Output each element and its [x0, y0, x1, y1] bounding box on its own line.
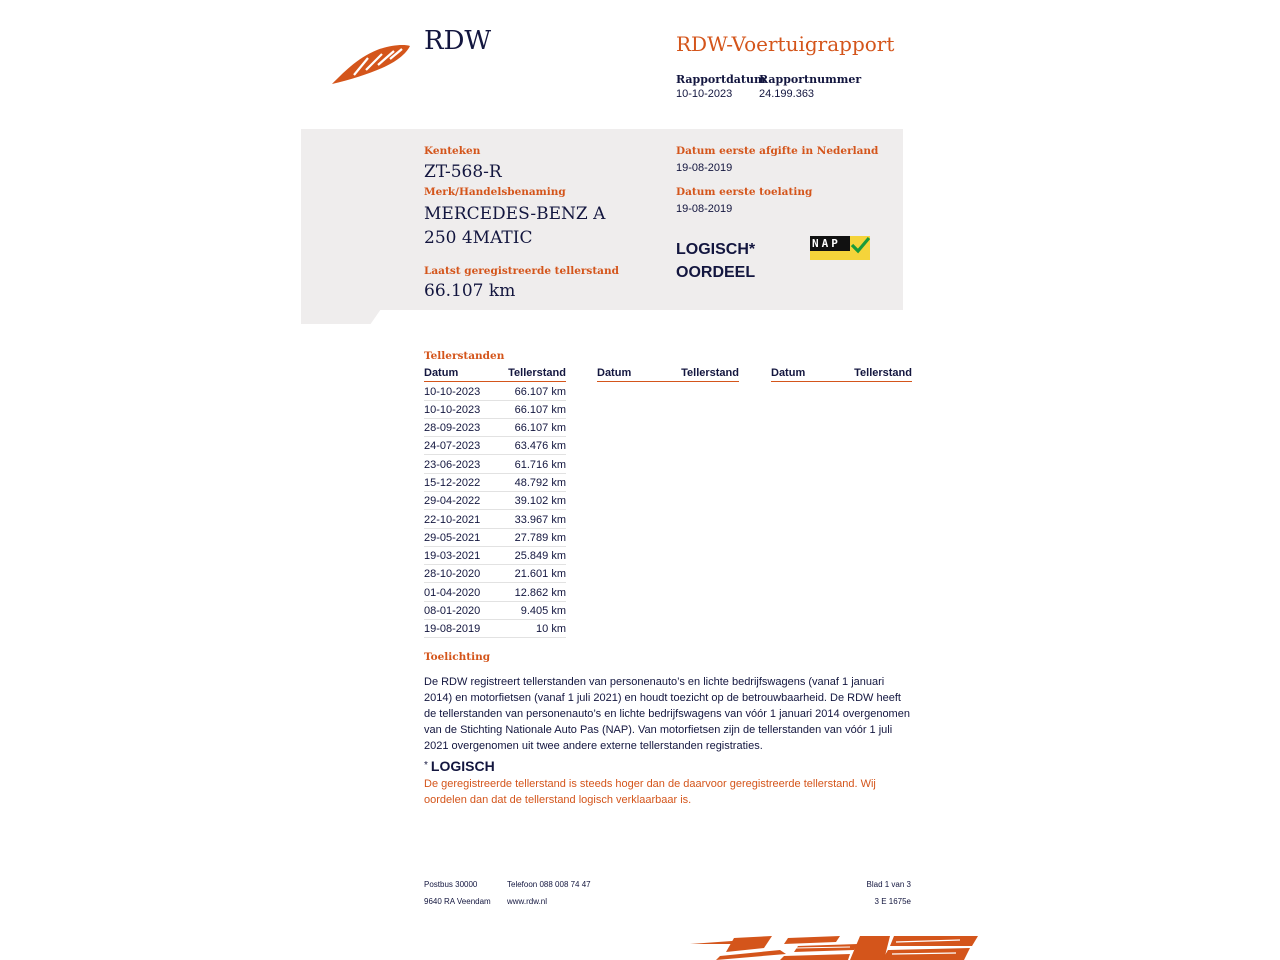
row-reading: 66.107 km: [514, 404, 566, 416]
col-reading-header: Tellerstand: [681, 367, 739, 379]
table-row: [424, 401, 566, 419]
checkmark-icon: [850, 236, 870, 254]
col-date-header: Datum: [771, 367, 806, 379]
report-date-label: Rapportdatum: [676, 73, 766, 86]
footer-phone: Telefoon 088 008 74 47: [507, 880, 591, 889]
row-date: 28-09-2023: [424, 422, 481, 434]
report-number: 24.199.363: [759, 88, 815, 100]
first-registration-nl-label: Datum eerste afgifte in Nederland: [676, 145, 879, 157]
table-row: [424, 456, 566, 474]
first-admission-date: 19-08-2019: [676, 203, 733, 215]
row-reading: 9.405 km: [520, 605, 566, 617]
row-date: 01-04-2020: [424, 587, 481, 599]
table-row: [424, 584, 566, 602]
row-reading: 66.107 km: [514, 422, 566, 434]
logisch-title: LOGISCH: [430, 758, 495, 774]
row-date: 10-10-2023: [424, 386, 481, 398]
verdict-line-2: OORDEEL: [676, 264, 756, 281]
logo-text: RDW: [424, 26, 492, 56]
first-admission-label: Datum eerste toelating: [676, 186, 813, 198]
make-line-1: MERCEDES-BENZ A: [424, 204, 606, 224]
row-reading: 10 km: [536, 623, 566, 635]
row-reading: 66.107 km: [514, 386, 566, 398]
table-row: [424, 511, 566, 529]
report-number-label: Rapportnummer: [759, 73, 862, 86]
report-title: RDW-Voertuigrapport: [676, 32, 895, 56]
row-reading: 48.792 km: [514, 477, 566, 489]
footer-city: 9640 RA Veendam: [424, 897, 491, 906]
col-date-header: Datum: [597, 367, 632, 379]
odometer-label: Laatst geregistreerde tellerstand: [424, 265, 619, 277]
table-header-2: [597, 367, 739, 382]
table-row: [424, 547, 566, 565]
row-date: 24-07-2023: [424, 440, 481, 452]
row-reading: 25.849 km: [514, 550, 566, 562]
row-date: 23-06-2023: [424, 459, 481, 471]
make-label: Merk/Handelsbenaming: [424, 186, 566, 198]
verdict-line-1: LOGISCH*: [676, 241, 756, 258]
table-header-3: [771, 367, 912, 382]
plate-label: Kenteken: [424, 145, 481, 157]
explanation-body: De RDW registreert tellerstanden van personenauto’s en lichte bedrijfswagens (vanaf 1 januari 2014) en motorfietsen (vanaf 1 juli 2021) en houdt toezicht op de betrouwbaarheid. De RDW heeft de tellerstanden van personenauto’s en lichte bedrijfswagens van vóór 1 januari 2014 overgenomen van de Stichting Nationale Auto Pas (NAP). Van motorfietsen zijn de tellerstanden van vóór 1 juli 2021 overgenomen uit twee andere externe tellerstanden registraties.: [424, 676, 910, 752]
row-date: 10-10-2023: [424, 404, 481, 416]
footer-document-code: 3 E 1675e: [874, 897, 911, 906]
nap-logo-text: NAP: [812, 237, 841, 250]
row-date: 28-10-2020: [424, 568, 481, 580]
table-row: [424, 565, 566, 583]
row-reading: 21.601 km: [514, 568, 566, 580]
col-reading-header: Tellerstand: [854, 367, 912, 379]
row-date: 19-03-2021: [424, 550, 481, 562]
footer-website-link[interactable]: www.rdw.nl: [507, 897, 548, 906]
logisch-explanation: De geregistreerde tellerstand is steeds hoger dan de daarvoor geregistreerde tellerstand. Wij oordelen dan dat de tellerstand logisch verklaarbaar is.: [424, 778, 876, 806]
row-date: 19-08-2019: [424, 623, 481, 635]
table-row: [424, 620, 566, 638]
row-reading: 12.862 km: [514, 587, 566, 599]
logisch-heading: [424, 758, 495, 774]
row-reading: 39.102 km: [514, 495, 566, 507]
table-row: [424, 437, 566, 455]
readings-section-title: Tellerstanden: [424, 350, 505, 362]
nap-logo: [810, 236, 870, 260]
row-date: 22-10-2021: [424, 514, 481, 526]
table-row: [424, 474, 566, 492]
row-date: 08-01-2020: [424, 605, 481, 617]
row-date: 29-05-2021: [424, 532, 481, 544]
row-reading: 61.716 km: [514, 459, 566, 471]
rdw-feather-logo-icon: [332, 44, 412, 86]
report-date: 10-10-2023: [676, 88, 733, 100]
footer-postbus: Postbus 30000: [424, 880, 478, 889]
table-row: [424, 383, 566, 401]
odometer-value: 66.107 km: [424, 281, 516, 301]
row-date: 29-04-2022: [424, 495, 481, 507]
footer-page-number: Blad 1 van 3: [866, 880, 911, 889]
asterisk: *: [424, 760, 428, 771]
make-line-2: 250 4MATIC: [424, 228, 533, 248]
col-date-header: Datum: [424, 367, 459, 379]
row-reading: 27.789 km: [514, 532, 566, 544]
first-registration-nl-date: 19-08-2019: [676, 162, 733, 174]
row-date: 15-12-2022: [424, 477, 481, 489]
row-reading: 63.476 km: [514, 440, 566, 452]
table-row: [424, 602, 566, 620]
decorative-stripes-icon: [690, 934, 982, 960]
license-plate: ZT-568-R: [424, 162, 502, 182]
row-reading: 33.967 km: [514, 514, 566, 526]
table-header: [424, 367, 566, 382]
table-row: [424, 419, 566, 437]
explanation-title: Toelichting: [424, 651, 491, 663]
table-row: [424, 492, 566, 510]
col-reading-header: Tellerstand: [508, 367, 566, 379]
table-row: [424, 529, 566, 547]
panel-tab-decoration: [301, 309, 381, 324]
